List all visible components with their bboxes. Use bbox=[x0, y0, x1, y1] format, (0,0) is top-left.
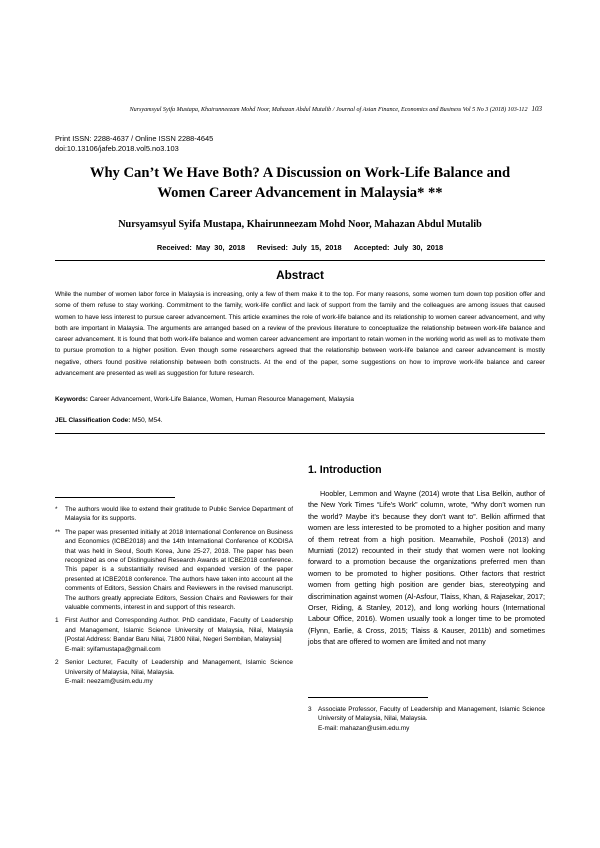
jel-classification bbox=[55, 417, 545, 424]
footnote-separator-right bbox=[308, 697, 428, 698]
accepted-date: Accepted: July 30, 2018 bbox=[353, 243, 444, 252]
submission-dates bbox=[40, 243, 560, 252]
abstract-top-rule bbox=[55, 260, 545, 261]
footnotes-left bbox=[55, 505, 293, 690]
issn-line: Print ISSN: 2288-4637 / Online ISSN 2288-4645 bbox=[55, 134, 214, 143]
jel-label: JEL Classification Code: bbox=[55, 417, 131, 424]
introduction-text: Hoobler, Lemmon and Wayne (2014) wrote that Lisa Belkin, author of the New York Times “Life’s Work” column, wrote, “Why don’t women run the world? Maybe it’s because they don’t want to”. Belkin affirmed that women are less interested to be promoted to a higher position and many of them retreat from a high position. Meanwhile, Posholi (2013) and Murniati (2012) recounted in their study that women were not looking forward to a promotion because the organizations preferred men than women to be promoted to higher positions. Other factors that restrict women from getting high position are gender bias, stereotyping and discrimination against women (Al-Asfour, Tlaiss, Khan, & Rajasekar, 2017; Orser, Riding, & Stanley, 2012), and long working hours (International Labour Office, 2016). Women usually took a longer time to be promoted (Flynn, Earlie, & Cross, 2015; Tlaiss & Kauser, 2011b) and sometimes jobs that are offered to women are limited and not many bbox=[308, 489, 545, 647]
footnote-mark: 3 bbox=[308, 706, 312, 713]
title-line-2: Women Career Advancement in Malaysia* ** bbox=[157, 185, 443, 201]
footnote-email: E-mail: mahazan@usim.edu.my bbox=[318, 724, 410, 732]
footnote-separator-left bbox=[55, 497, 175, 498]
footnote-email: E-mail: syifamustapa@gmail.com bbox=[65, 645, 161, 653]
publication-info bbox=[55, 134, 213, 154]
footnote-email: E-mail: neezam@usim.edu.my bbox=[65, 677, 153, 685]
footnote bbox=[55, 505, 293, 524]
revised-date: Revised: July 15, 2018 bbox=[257, 243, 342, 252]
footnote-mark: 1 bbox=[55, 617, 59, 625]
footnote bbox=[55, 658, 293, 686]
abstract-heading: Abstract bbox=[276, 268, 324, 282]
jel-codes: M50, M54. bbox=[132, 417, 163, 424]
footnote-text: Associate Professor, Faculty of Leadership and Management, Islamic Science University of Malaysia, Nilai, Malaysia. bbox=[318, 706, 545, 723]
footnote-body bbox=[65, 658, 293, 686]
page-number: 103 bbox=[531, 105, 542, 113]
received-date: Received: May 30, 2018 bbox=[156, 243, 246, 252]
footnote bbox=[308, 705, 545, 733]
keywords bbox=[55, 396, 545, 403]
keywords-text: Career Advancement, Work-Life Balance, Women, Human Resource Management, Malaysia bbox=[89, 396, 354, 403]
paper-title bbox=[40, 163, 560, 203]
footnote-text: Senior Lecturer, Faculty of Leadership and Management, Islamic Science University of Malaysia, Nilai, Malaysia. bbox=[65, 659, 293, 676]
footnote bbox=[55, 528, 293, 613]
title-line-1: Why Can’t We Have Both? A Discussion on Work-Life Balance and bbox=[89, 165, 511, 181]
footnote bbox=[55, 616, 293, 654]
keywords-label: Keywords: bbox=[55, 396, 88, 403]
footnote-body bbox=[65, 616, 293, 654]
abstract-text: While the number of women labor force in Malaysia is increasing, only a few of them make it to the top. For many reasons, some women turn down top position offer and some of them refuse to stay working. Commitment to the family, work-life conflict and lack of support from the family and the colleagues are among issues that caused women to have less interest to pursue career advancement. This article examines the role of work-life balance and its relationship to women career advancement, and why both are important in Malaysia. The arguments are arranged based on a review of the previous literature to conceptualize the relationship between work-life balance and career advancement. It is found that both work-life balance and women career advancement are important to retain women in the working world as well as to motivate them to pursue promotion to a higher position. Even though some researchers agreed that the relationship between work-life balance and career advancement is mostly negative, others found positive relationship between both constructs. At the end of the paper, some suggestions on how to improve work-life balance and career advancement are presented as well as suggestion for future research. bbox=[55, 291, 545, 378]
footnote-mark: ** bbox=[55, 528, 61, 536]
author-list: Nursyamsyul Syifa Mustapa, Khairunneezam Mohd Noor, Mahazan Abdul Mutalib bbox=[118, 219, 482, 230]
abstract-bottom-rule bbox=[55, 433, 545, 434]
running-header bbox=[60, 105, 542, 113]
footnote-body bbox=[318, 705, 545, 733]
footnote-mark: * bbox=[55, 506, 58, 513]
footnote-mark: 2 bbox=[55, 659, 59, 667]
footnote-text: The authors would like to extend their gratitude to Public Service Department of Malaysia for its supports. bbox=[65, 506, 293, 523]
doi-line: doi:10.13106/jafeb.2018.vol5.no3.103 bbox=[55, 144, 179, 153]
footnote-right bbox=[308, 705, 545, 737]
introduction-heading: 1. Introduction bbox=[308, 464, 382, 476]
footnote-text: The paper was presented initially at 2018 International Conference on Business and Economics (ICBE2018) and the 14th International Conference of KODISA that was held in Seoul, South Korea, June 25-27, 2018. The paper has been recognized as one of Distinguished Research Awards at ICBE2018 conference. This paper is a substantially revised and expanded version of the paper presented at ICBE2018 conference. The authors have taken into account all the comments of Editors, Session Chairs and Reviewers in the revised manuscript. The authors greatly appreciate Editors, Session Chairs and Reviewers for their valuable comments, interest in and support of this research. bbox=[65, 528, 293, 612]
running-header-text: Nursyamsyul Syifa Mustapa, Khairunneezam Mohd Noor, Mahazan Abdul Mutalib / Journal of Asian Finance, Economics and Business Vol 5 No 3 (2018) 103-112 bbox=[129, 107, 528, 113]
footnote-text: First Author and Corresponding Author. PhD candidate, Faculty of Leadership and Management, Islamic Science University of Malaysia, Nilai, Malaysia [Postal Address: Bandar Baru Nilai, 71800 Nilai, Negeri Sembilan, Malaysia] bbox=[65, 617, 293, 644]
